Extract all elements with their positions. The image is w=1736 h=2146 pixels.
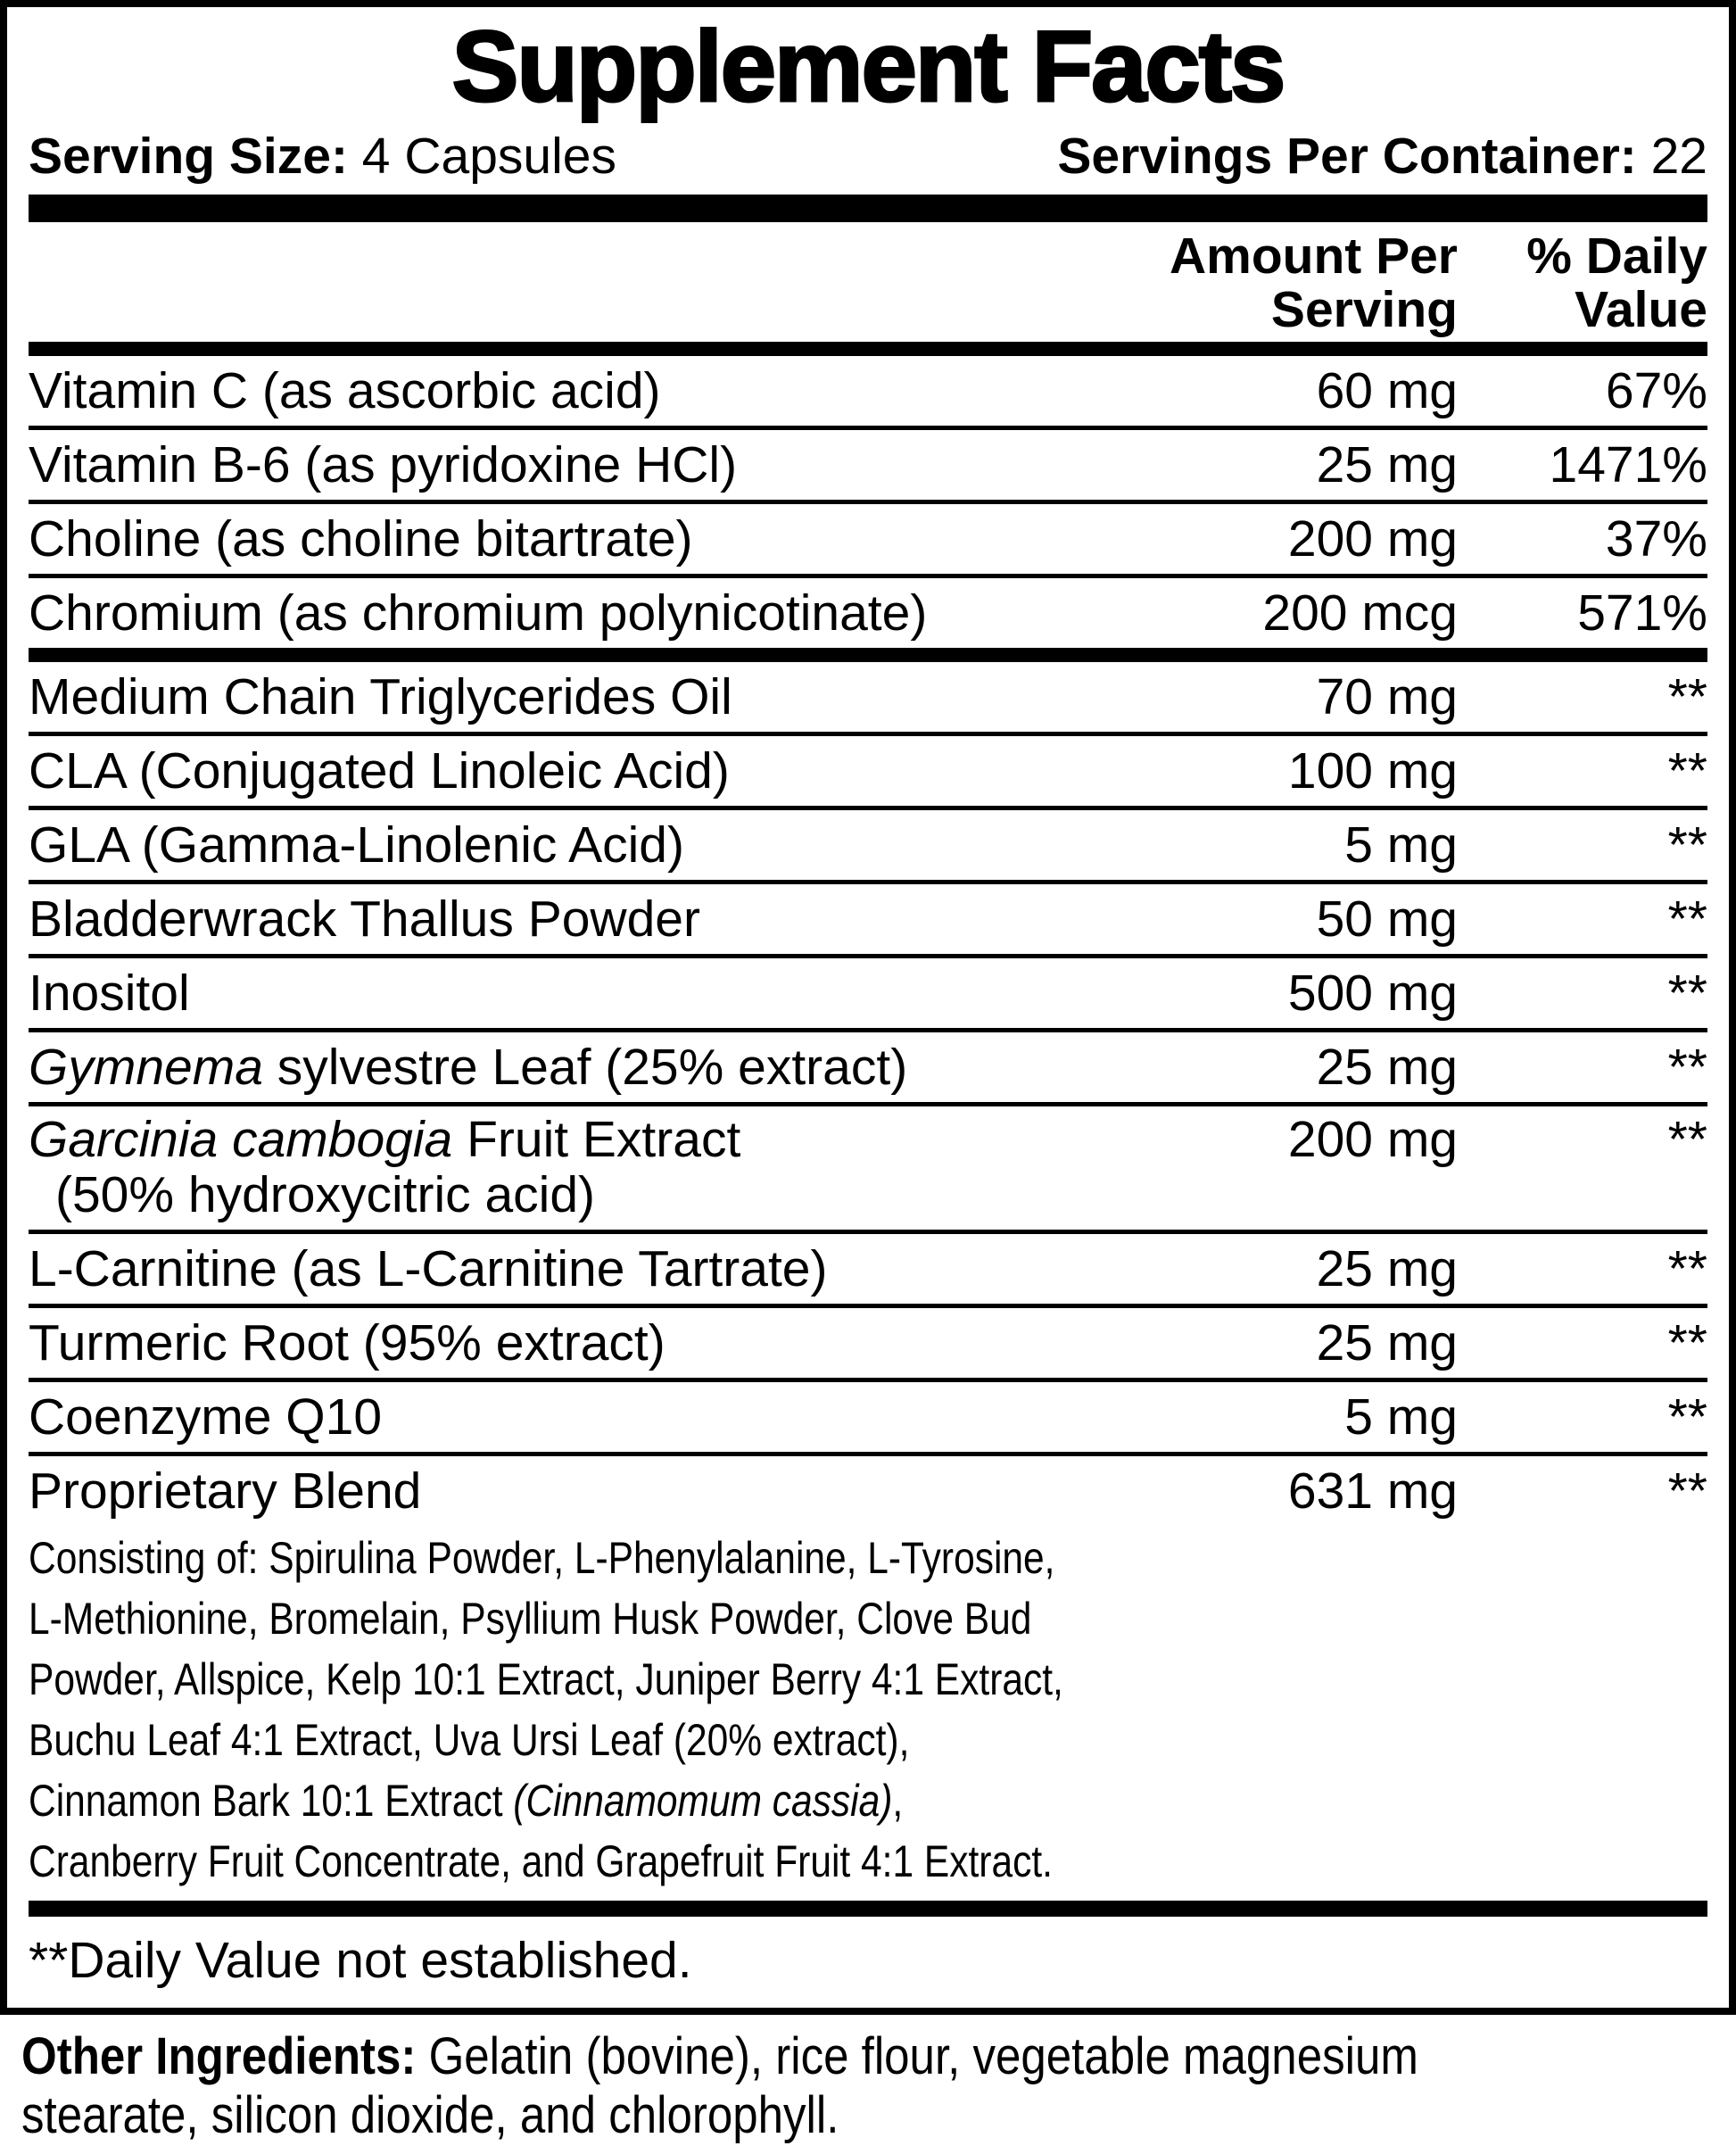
divider-bar-top — [29, 195, 1707, 222]
blend-line-italic: (Cinnamomum cassia) — [513, 1775, 893, 1826]
nutrient-daily-value: ** — [1667, 816, 1707, 874]
nutrient-daily-value: ** — [1667, 1388, 1707, 1446]
nutrient-name: Inositol — [29, 964, 190, 1022]
nutrient-daily-value: ** — [1667, 742, 1707, 800]
nutrient-row-garcinia — [29, 1106, 1707, 1230]
nutrient-row-choline — [29, 504, 1707, 574]
blend-line: L-Methionine, Bromelain, Psyllium Husk Powder, Clove Bud — [29, 1593, 1032, 1644]
nutrient-name: Vitamin B-6 (as pyridoxine HCl) — [29, 435, 738, 493]
divider-bar-header — [29, 342, 1707, 356]
nutrient-name-rest: Fruit Extract — [452, 1110, 741, 1168]
nutrient-amount: 100 mg — [1287, 742, 1458, 800]
nutrient-row-coq10 — [29, 1382, 1707, 1452]
nutrient-row-proprietary-blend — [29, 1456, 1707, 1526]
header-percent-daily-value: % Daily Value — [1526, 227, 1707, 338]
nutrient-row-vitamin-b6 — [29, 430, 1707, 500]
nutrient-row-bladderwrack — [29, 884, 1707, 954]
blend-line: Cranberry Fruit Concentrate, and Grapefruit Fruit 4:1 Extract. — [29, 1835, 1053, 1886]
nutrient-amount: 25 mg — [1316, 435, 1458, 493]
nutrient-amount: 25 mg — [1316, 1313, 1458, 1371]
nutrient-daily-value: 1471% — [1549, 435, 1707, 493]
nutrient-daily-value: 571% — [1577, 584, 1707, 642]
servings-per-container — [1057, 128, 1707, 184]
nutrient-amount: 50 mg — [1316, 890, 1458, 948]
nutrient-daily-value: ** — [1667, 964, 1707, 1022]
nutrient-amount: 200 mg — [1287, 510, 1458, 568]
nutrient-amount: 25 mg — [1316, 1038, 1458, 1096]
nutrient-daily-value: ** — [1667, 890, 1707, 948]
column-headers — [29, 222, 1707, 342]
serving-size — [29, 128, 616, 184]
nutrient-daily-value: ** — [1667, 1110, 1707, 1168]
nutrient-name: Medium Chain Triglycerides Oil — [29, 667, 732, 725]
nutrient-amount: 25 mg — [1316, 1239, 1458, 1297]
nutrient-row-chromium — [29, 578, 1707, 648]
panel-title: Supplement Facts — [451, 11, 1285, 122]
other-ingredients-label: Other Ingredients: — [21, 2026, 417, 2085]
nutrient-name: Coenzyme Q10 — [29, 1388, 383, 1446]
nutrient-daily-value: ** — [1667, 1239, 1707, 1297]
nutrient-amount: 70 mg — [1316, 667, 1458, 725]
blend-line: Powder, Allspice, Kelp 10:1 Extract, Juniper Berry 4:1 Extract, — [29, 1653, 1063, 1704]
nutrient-amount: 5 mg — [1344, 816, 1458, 874]
nutrient-amount: 200 mcg — [1262, 584, 1458, 642]
nutrient-row-gymnema — [29, 1032, 1707, 1102]
blend-line: Consisting of: Spirulina Powder, L-Phenylalanine, L-Tyrosine, — [29, 1532, 1055, 1583]
nutrient-name: Choline (as choline bitartrate) — [29, 510, 693, 568]
nutrient-name: Proprietary Blend — [29, 1462, 422, 1520]
divider-bar-footnote — [29, 1901, 1707, 1917]
nutrient-name: Chromium (as chromium polynicotinate) — [29, 584, 928, 642]
proprietary-blend-description — [29, 1528, 1456, 1892]
serving-size-value: 4 Capsules — [347, 127, 616, 185]
other-ingredients-line2: stearate, silicon dioxide, and chlorophyll. — [21, 2085, 839, 2144]
nutrient-row-turmeric — [29, 1308, 1707, 1378]
nutrient-name — [29, 1112, 1137, 1222]
nutrient-name: L-Carnitine (as L-Carnitine Tartrate) — [29, 1239, 828, 1297]
blend-line: Cinnamon Bark 10:1 Extract (Cinnamomum cassia), — [29, 1775, 904, 1826]
serving-size-label: Serving Size: — [29, 127, 348, 185]
header-spacer — [29, 229, 1137, 336]
nutrient-name-italic: Gymnema — [29, 1038, 263, 1096]
nutrient-daily-value: ** — [1667, 1462, 1707, 1520]
nutrient-name: GLA (Gamma-Linolenic Acid) — [29, 816, 684, 874]
nutrient-name: Turmeric Root (95% extract) — [29, 1313, 665, 1371]
nutrient-daily-value: ** — [1667, 1313, 1707, 1371]
divider-bar-middle — [29, 648, 1707, 662]
blend-line: Buchu Leaf 4:1 Extract, Uva Ursi Leaf (20% extract), — [29, 1714, 910, 1765]
nutrient-row-mct-oil — [29, 662, 1707, 732]
nutrient-amount: 5 mg — [1344, 1388, 1458, 1446]
nutrient-amount: 500 mg — [1287, 964, 1458, 1022]
nutrient-name-line1 — [29, 1112, 1119, 1167]
nutrient-daily-value: ** — [1667, 1038, 1707, 1096]
nutrient-amount: 631 mg — [1287, 1462, 1458, 1520]
nutrient-row-gla — [29, 810, 1707, 880]
nutrient-name: CLA (Conjugated Linoleic Acid) — [29, 742, 730, 800]
daily-value-footnote: **Daily Value not established. — [29, 1931, 692, 1989]
nutrient-name: Bladderwrack Thallus Powder — [29, 890, 700, 948]
header-amount-per-serving: Amount Per Serving — [1169, 227, 1458, 338]
nutrient-amount: 200 mg — [1287, 1110, 1458, 1168]
nutrient-name-line2: (50% hydroxycitric acid) — [55, 1165, 596, 1223]
nutrient-name — [29, 1040, 1137, 1095]
nutrient-name: Vitamin C (as ascorbic acid) — [29, 361, 661, 419]
nutrient-name-rest: sylvestre Leaf (25% extract) — [262, 1038, 908, 1096]
nutrient-amount: 60 mg — [1316, 361, 1458, 419]
nutrient-row-cla — [29, 736, 1707, 806]
nutrient-name-italic: Garcinia cambogia — [29, 1110, 453, 1168]
serving-info-row — [29, 128, 1707, 184]
other-ingredients-line1: Gelatin (bovine), rice flour, vegetable magnesium — [416, 2026, 1418, 2085]
other-ingredients — [21, 2027, 1530, 2145]
servings-per-container-value: 22 — [1636, 127, 1707, 185]
servings-per-container-label: Servings Per Container: — [1057, 127, 1637, 185]
nutrient-daily-value: ** — [1667, 667, 1707, 725]
nutrient-row-vitamin-c — [29, 356, 1707, 426]
nutrient-row-l-carnitine — [29, 1234, 1707, 1304]
nutrient-row-inositol — [29, 958, 1707, 1028]
nutrient-daily-value: 67% — [1605, 361, 1707, 419]
nutrient-daily-value: 37% — [1605, 510, 1707, 568]
